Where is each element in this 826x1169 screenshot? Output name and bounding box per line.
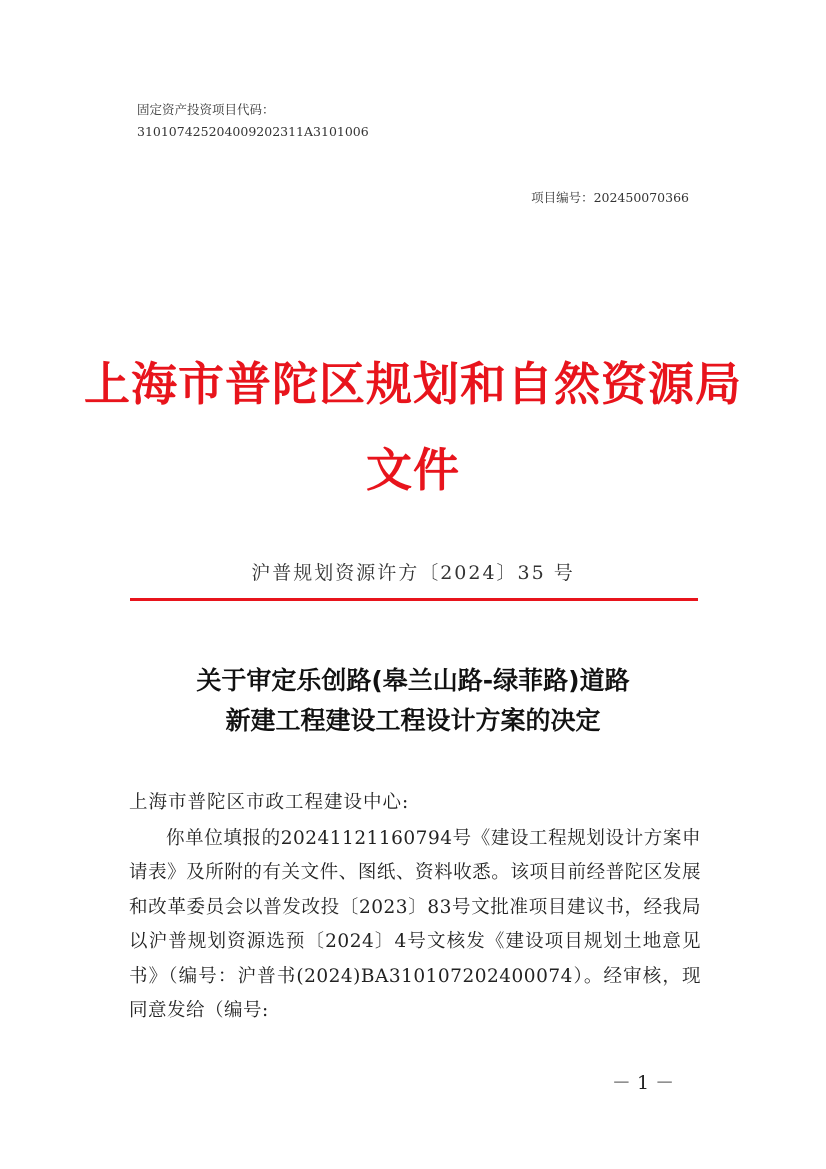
addressee: 上海市普陀区市政工程建设中心: [129, 792, 410, 813]
red-divider-line [130, 598, 698, 601]
document-number: 沪普规划资源许方〔2024〕35 号 [251, 562, 575, 584]
subject-title-line-1: 关于审定乐创路(皋兰山路-绿菲路)道路 [196, 666, 630, 695]
subject-title-line-2: 新建工程建设工程设计方案的决定 [225, 706, 601, 735]
document-type-title: 文件 [366, 443, 460, 497]
investment-code-label: 固定资产投资项目代码： [137, 102, 275, 117]
project-number: 项目编号：202450070366 [531, 190, 689, 205]
investment-code: 310107425204009202311A3101006 [137, 124, 369, 139]
org-name-title: 上海市普陀区规划和自然资源局 [84, 357, 742, 411]
body-paragraph: 你单位填报的20241121160794号《建设工程规划设计方案申请表》及所附的有关文件、图纸、资料收悉。该项目前经普陀区发展和改革委员会以普发改投〔2023〕83号文批准项目建议书，经我局以沪普规划资源选预〔2024〕4号文核发《建设项目规划土地意见书》（编号：沪普书(2024)BA310107202400074）。经审核，现同意发给（编号: [129, 828, 701, 1022]
page-number: － 1 － [611, 1072, 675, 1094]
